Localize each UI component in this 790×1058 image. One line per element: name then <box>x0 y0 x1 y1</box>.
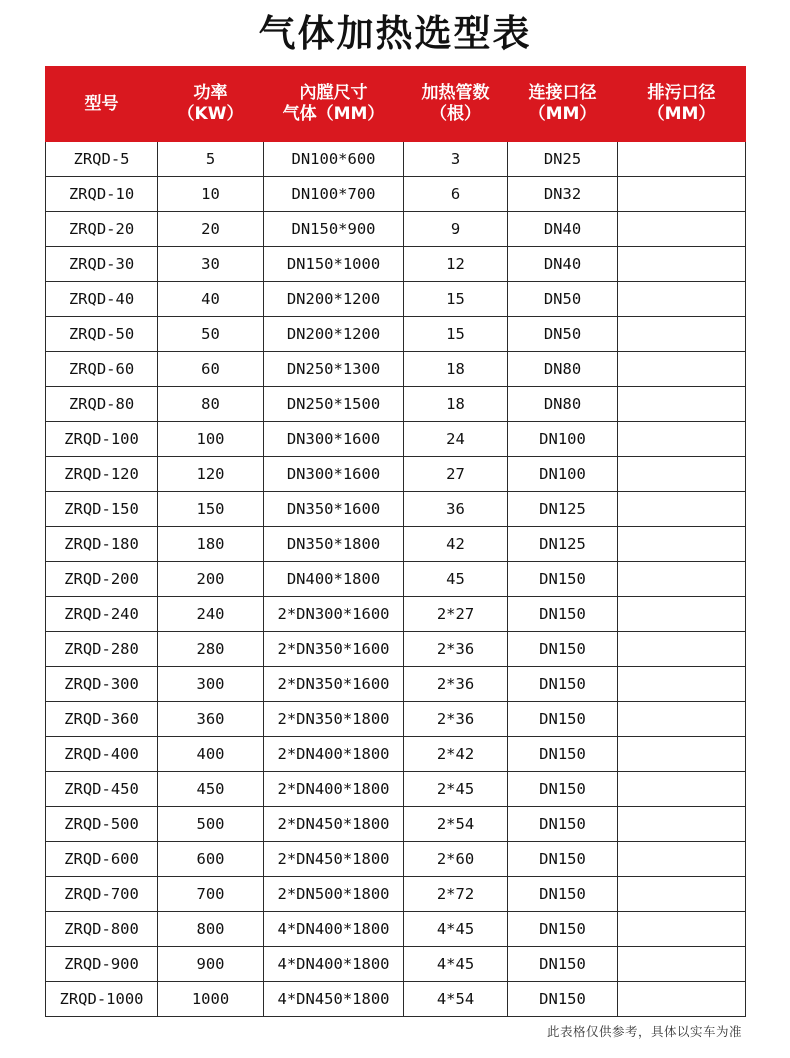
data-cell <box>618 492 746 527</box>
table-body <box>46 142 746 1017</box>
data-cell: DN125 <box>508 527 618 562</box>
data-cell <box>618 702 746 737</box>
data-cell: DN150 <box>508 737 618 772</box>
column-header-line1: 加热管数 <box>421 83 490 104</box>
data-cell: DN100 <box>508 457 618 492</box>
data-cell: 300 <box>158 667 264 702</box>
data-cell: 36 <box>404 492 508 527</box>
model-cell: ZRQD-1000 <box>46 982 158 1017</box>
data-cell: 150 <box>158 492 264 527</box>
data-cell: 2*36 <box>404 632 508 667</box>
data-cell: 2*36 <box>404 667 508 702</box>
column-header-line1: 型号 <box>84 93 119 114</box>
data-cell: 50 <box>158 317 264 352</box>
data-cell <box>618 807 746 842</box>
data-cell: DN150 <box>508 667 618 702</box>
data-cell: 100 <box>158 422 264 457</box>
model-cell: ZRQD-450 <box>46 772 158 807</box>
data-cell: 24 <box>404 422 508 457</box>
column-header-4 <box>508 67 618 142</box>
data-cell: DN40 <box>508 212 618 247</box>
data-cell: 2*72 <box>404 877 508 912</box>
model-cell: ZRQD-180 <box>46 527 158 562</box>
page-title: 气体加热选型表 <box>258 12 532 55</box>
data-cell: 2*27 <box>404 597 508 632</box>
data-cell: DN40 <box>508 247 618 282</box>
data-cell <box>618 282 746 317</box>
data-cell: 280 <box>158 632 264 667</box>
data-cell: 120 <box>158 457 264 492</box>
data-cell: 2*DN400*1800 <box>264 772 404 807</box>
column-header-line2: 气体（MM） <box>282 104 385 125</box>
column-header-line2: （MM） <box>647 104 716 125</box>
data-cell: 200 <box>158 562 264 597</box>
model-cell: ZRQD-150 <box>46 492 158 527</box>
table-row <box>46 282 746 317</box>
data-cell: 4*DN450*1800 <box>264 982 404 1017</box>
model-cell: ZRQD-5 <box>46 142 158 177</box>
data-cell <box>618 737 746 772</box>
data-cell: 12 <box>404 247 508 282</box>
data-cell: 6 <box>404 177 508 212</box>
data-cell <box>618 422 746 457</box>
data-cell <box>618 177 746 212</box>
data-cell: DN50 <box>508 282 618 317</box>
data-cell <box>618 457 746 492</box>
data-cell: DN150 <box>508 807 618 842</box>
data-cell: 700 <box>158 877 264 912</box>
table-row <box>46 737 746 772</box>
data-cell: 4*45 <box>404 912 508 947</box>
model-cell: ZRQD-100 <box>46 422 158 457</box>
table-row <box>46 247 746 282</box>
table-row <box>46 947 746 982</box>
model-cell: ZRQD-120 <box>46 457 158 492</box>
data-cell <box>618 247 746 282</box>
spec-table-container <box>0 66 790 1017</box>
data-cell: 2*DN450*1800 <box>264 807 404 842</box>
data-cell: 30 <box>158 247 264 282</box>
data-cell <box>618 842 746 877</box>
data-cell: DN80 <box>508 352 618 387</box>
data-cell <box>618 142 746 177</box>
data-cell: 2*DN400*1800 <box>264 737 404 772</box>
column-header-line2: （根） <box>430 104 481 125</box>
table-row <box>46 597 746 632</box>
column-header-line2: （MM） <box>528 104 597 125</box>
model-cell: ZRQD-300 <box>46 667 158 702</box>
model-cell: ZRQD-200 <box>46 562 158 597</box>
model-cell: ZRQD-800 <box>46 912 158 947</box>
footnote: 此表格仅供参考，具体以实车为准 <box>546 1024 742 1039</box>
table-row <box>46 982 746 1017</box>
column-header-line1: 內膛尺寸 <box>299 83 368 104</box>
table-row <box>46 352 746 387</box>
table-row <box>46 527 746 562</box>
data-cell: 18 <box>404 387 508 422</box>
table-row <box>46 492 746 527</box>
data-cell <box>618 772 746 807</box>
data-cell: 5 <box>158 142 264 177</box>
data-cell: DN150 <box>508 947 618 982</box>
data-cell: 600 <box>158 842 264 877</box>
data-cell: 2*DN350*1800 <box>264 702 404 737</box>
data-cell: DN150 <box>508 702 618 737</box>
model-cell: ZRQD-20 <box>46 212 158 247</box>
data-cell: DN150*1000 <box>264 247 404 282</box>
table-row <box>46 212 746 247</box>
data-cell <box>618 947 746 982</box>
data-cell: 2*DN300*1600 <box>264 597 404 632</box>
data-cell: DN100*700 <box>264 177 404 212</box>
data-cell: DN150 <box>508 562 618 597</box>
data-cell: 900 <box>158 947 264 982</box>
data-cell: 2*45 <box>404 772 508 807</box>
table-row <box>46 912 746 947</box>
data-cell: DN150 <box>508 982 618 1017</box>
data-cell: 450 <box>158 772 264 807</box>
data-cell: DN150 <box>508 877 618 912</box>
model-cell: ZRQD-500 <box>46 807 158 842</box>
data-cell: DN150 <box>508 912 618 947</box>
data-cell <box>618 912 746 947</box>
table-row <box>46 422 746 457</box>
table-row <box>46 317 746 352</box>
table-header <box>46 67 746 142</box>
data-cell <box>618 632 746 667</box>
model-cell: ZRQD-700 <box>46 877 158 912</box>
spec-table <box>45 66 746 1017</box>
data-cell: 4*54 <box>404 982 508 1017</box>
model-cell: ZRQD-240 <box>46 597 158 632</box>
table-header-row <box>46 67 746 142</box>
data-cell: 400 <box>158 737 264 772</box>
data-cell: 10 <box>158 177 264 212</box>
data-cell: DN150 <box>508 772 618 807</box>
data-cell: 45 <box>404 562 508 597</box>
data-cell <box>618 982 746 1017</box>
model-cell: ZRQD-80 <box>46 387 158 422</box>
data-cell <box>618 562 746 597</box>
table-row <box>46 177 746 212</box>
data-cell: DN150 <box>508 842 618 877</box>
model-cell: ZRQD-900 <box>46 947 158 982</box>
table-row <box>46 772 746 807</box>
data-cell: 15 <box>404 317 508 352</box>
column-header-line1: 连接口径 <box>528 83 597 104</box>
model-cell: ZRQD-280 <box>46 632 158 667</box>
model-cell: ZRQD-10 <box>46 177 158 212</box>
column-header-0 <box>46 67 158 142</box>
data-cell: 2*54 <box>404 807 508 842</box>
data-cell: 2*DN500*1800 <box>264 877 404 912</box>
data-cell <box>618 667 746 702</box>
model-cell: ZRQD-400 <box>46 737 158 772</box>
model-cell: ZRQD-600 <box>46 842 158 877</box>
data-cell: 2*DN350*1600 <box>264 667 404 702</box>
data-cell: 9 <box>404 212 508 247</box>
data-cell: DN50 <box>508 317 618 352</box>
table-row <box>46 142 746 177</box>
data-cell <box>618 387 746 422</box>
data-cell: DN80 <box>508 387 618 422</box>
model-cell: ZRQD-360 <box>46 702 158 737</box>
data-cell: 180 <box>158 527 264 562</box>
data-cell: 42 <box>404 527 508 562</box>
data-cell <box>618 317 746 352</box>
data-cell: 240 <box>158 597 264 632</box>
data-cell: 4*DN400*1800 <box>264 947 404 982</box>
data-cell: DN400*1800 <box>264 562 404 597</box>
column-header-line2: （KW） <box>177 104 244 125</box>
data-cell: DN200*1200 <box>264 317 404 352</box>
data-cell <box>618 212 746 247</box>
data-cell: 4*45 <box>404 947 508 982</box>
data-cell: DN100 <box>508 422 618 457</box>
column-header-line1: 功率 <box>193 83 228 104</box>
data-cell: DN300*1600 <box>264 422 404 457</box>
data-cell <box>618 877 746 912</box>
data-cell <box>618 352 746 387</box>
model-cell: ZRQD-40 <box>46 282 158 317</box>
table-row <box>46 562 746 597</box>
data-cell: 1000 <box>158 982 264 1017</box>
data-cell: DN150 <box>508 632 618 667</box>
data-cell: 2*DN450*1800 <box>264 842 404 877</box>
data-cell: DN125 <box>508 492 618 527</box>
data-cell: 80 <box>158 387 264 422</box>
column-header-1 <box>158 67 264 142</box>
data-cell: DN250*1300 <box>264 352 404 387</box>
data-cell <box>618 527 746 562</box>
model-cell: ZRQD-50 <box>46 317 158 352</box>
data-cell <box>618 597 746 632</box>
data-cell: 2*60 <box>404 842 508 877</box>
data-cell: DN300*1600 <box>264 457 404 492</box>
data-cell: 20 <box>158 212 264 247</box>
model-cell: ZRQD-60 <box>46 352 158 387</box>
data-cell: DN150*900 <box>264 212 404 247</box>
data-cell: DN150 <box>508 597 618 632</box>
column-header-5 <box>618 67 746 142</box>
data-cell: 15 <box>404 282 508 317</box>
data-cell: 360 <box>158 702 264 737</box>
data-cell: DN100*600 <box>264 142 404 177</box>
data-cell: 4*DN400*1800 <box>264 912 404 947</box>
data-cell: 3 <box>404 142 508 177</box>
data-cell: 18 <box>404 352 508 387</box>
data-cell: DN25 <box>508 142 618 177</box>
data-cell: 2*DN350*1600 <box>264 632 404 667</box>
table-row <box>46 667 746 702</box>
data-cell: 27 <box>404 457 508 492</box>
data-cell: 2*42 <box>404 737 508 772</box>
data-cell: DN200*1200 <box>264 282 404 317</box>
data-cell: DN350*1800 <box>264 527 404 562</box>
data-cell: 40 <box>158 282 264 317</box>
column-header-line1: 排污口径 <box>647 83 716 104</box>
model-cell: ZRQD-30 <box>46 247 158 282</box>
data-cell: DN250*1500 <box>264 387 404 422</box>
data-cell: 2*36 <box>404 702 508 737</box>
column-header-3 <box>404 67 508 142</box>
table-row <box>46 807 746 842</box>
table-row <box>46 702 746 737</box>
data-cell: 60 <box>158 352 264 387</box>
table-row <box>46 457 746 492</box>
data-cell: 500 <box>158 807 264 842</box>
data-cell: DN350*1600 <box>264 492 404 527</box>
data-cell: DN32 <box>508 177 618 212</box>
table-row <box>46 877 746 912</box>
table-row <box>46 842 746 877</box>
data-cell: 800 <box>158 912 264 947</box>
column-header-2 <box>264 67 404 142</box>
table-row <box>46 387 746 422</box>
table-row <box>46 632 746 667</box>
